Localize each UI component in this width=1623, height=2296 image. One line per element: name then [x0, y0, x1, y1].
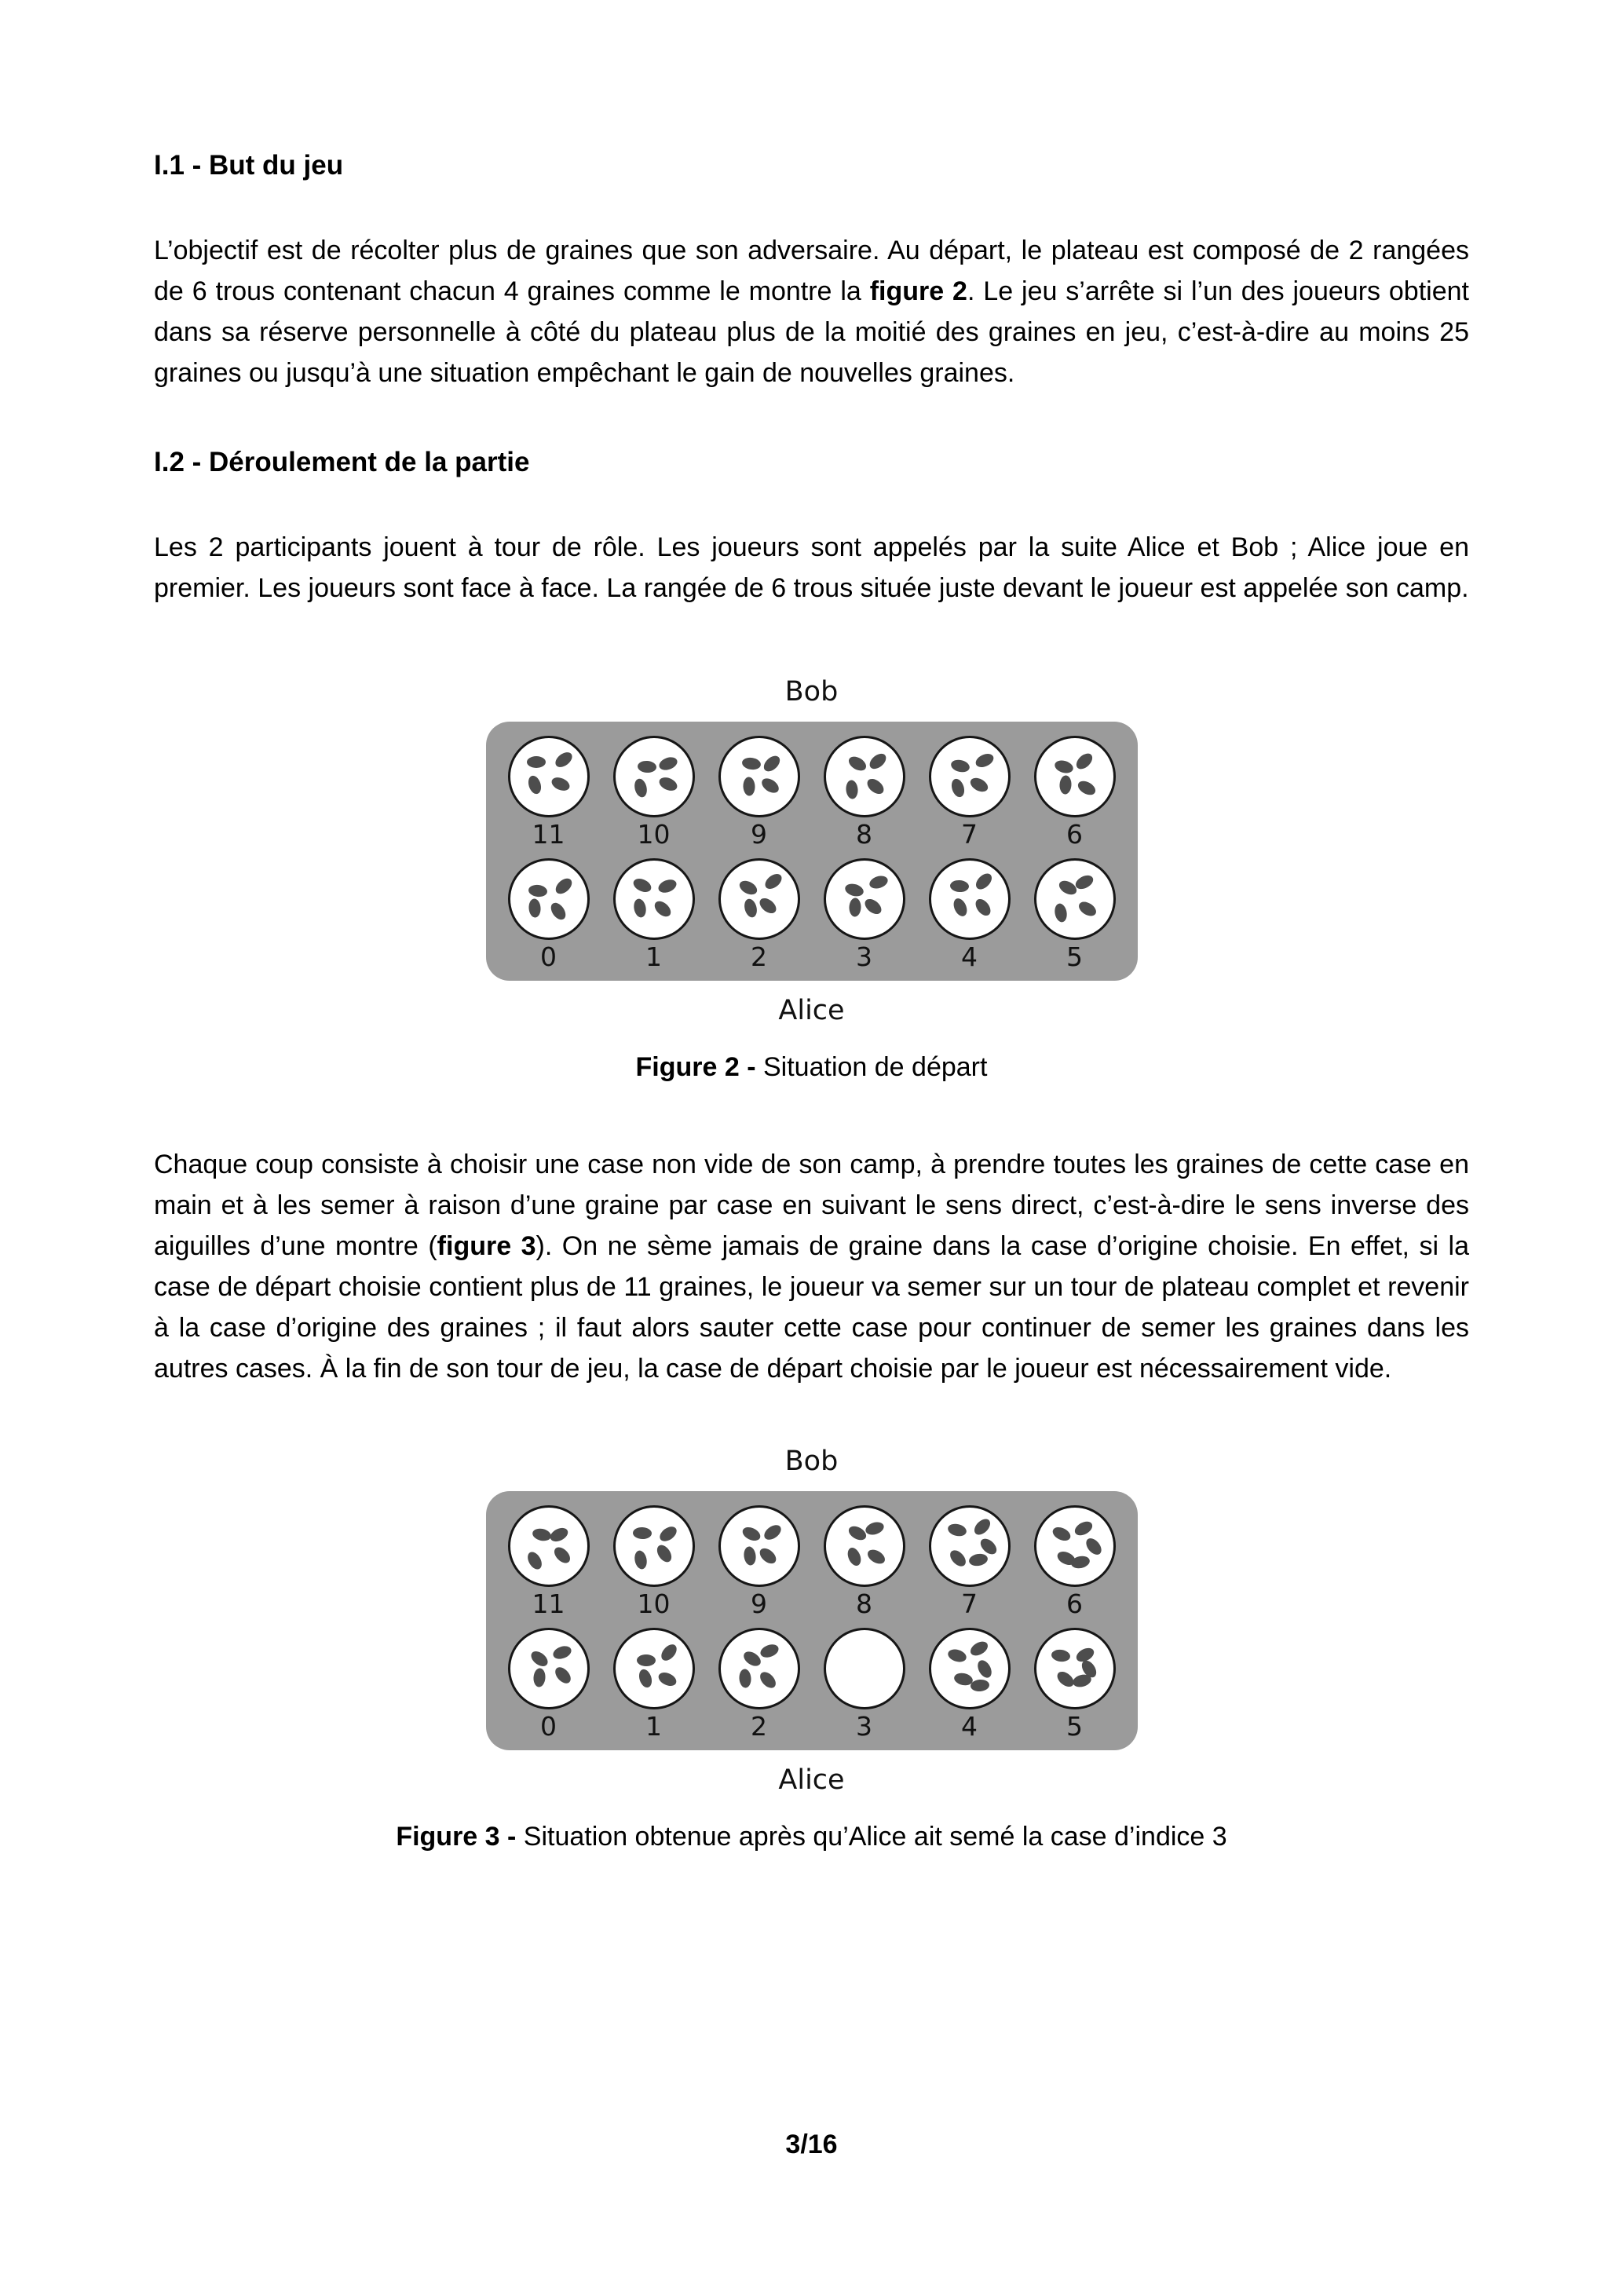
board-cell — [929, 858, 1011, 973]
seed — [951, 897, 969, 919]
text-segment: ). On ne sème jamais de graine dans la case d’origine choisie. En effet, si la case de départ choisie contient plus de 11 graines, le joueur va semer sur un tour de plateau complet et revenir à la case d’origine des graines ; il faut alors sauter cette case pour continuer de semer les graines dans les autres cases. À la fin de son tour de jeu, la case de départ choisie par le joueur est nécessairement vide. — [154, 1231, 1469, 1384]
pit-index-label: 1 — [645, 941, 662, 972]
seed — [525, 1549, 545, 1571]
seed — [950, 879, 970, 892]
text-segment: L’objectif est de récolter plus de graines que son adversaire. Au départ, le plateau est composé de 2 rangées de 6 trous contenant chacun 4 graines comme le montre la — [154, 236, 1469, 306]
seed — [637, 1654, 656, 1666]
pit-hole — [1034, 858, 1116, 940]
board-row-bob — [508, 736, 1116, 850]
board-row-alice — [508, 1628, 1116, 1742]
seed — [862, 896, 884, 917]
pit-hole — [824, 1505, 905, 1587]
seed — [1051, 1648, 1072, 1662]
pit-index-label: 8 — [856, 819, 872, 850]
seed — [950, 758, 971, 773]
seed — [527, 756, 546, 768]
pit-index-label: 10 — [637, 819, 671, 850]
seed — [759, 775, 781, 795]
section-heading-1: I.1 - But du jeu — [154, 150, 344, 181]
seed — [762, 871, 784, 892]
pit-index-label: 9 — [751, 1589, 767, 1619]
player-label-alice: Alice — [778, 1764, 845, 1796]
board-cell — [1034, 858, 1116, 973]
seed — [654, 1543, 674, 1565]
figure-3-caption-label: Figure 3 - — [396, 1822, 517, 1852]
pit-hole — [508, 1505, 590, 1587]
seed — [946, 1647, 967, 1663]
seed — [743, 898, 759, 919]
text-segment: Les 2 participants jouent à tour de rôle. Les joueurs sont appelés par la suite Alice et Bob ; Alice joue en premier. Les joueurs sont face à face. La rangée de 6 trous située juste devant le joueur est appelée son camp. — [154, 532, 1469, 603]
pit-index-label: 7 — [961, 1589, 978, 1619]
seed — [849, 898, 861, 916]
seed — [528, 898, 542, 918]
seed — [1051, 1525, 1073, 1544]
pit-hole — [824, 858, 905, 940]
pit-hole — [1034, 1505, 1116, 1587]
seed — [548, 1525, 570, 1544]
seed — [868, 874, 889, 891]
pit-hole — [718, 736, 800, 817]
seed — [633, 777, 649, 799]
pit-index-label: 0 — [540, 1711, 557, 1742]
board-cell — [508, 1505, 590, 1620]
pit-hole — [613, 858, 695, 940]
board-cell — [613, 736, 695, 850]
pit-index-label: 3 — [856, 1711, 872, 1742]
board-cell — [929, 1628, 1011, 1742]
pit-hole — [508, 858, 590, 940]
pit-hole — [613, 1505, 695, 1587]
pit-hole — [929, 1628, 1011, 1709]
seed — [968, 776, 990, 795]
board-cell — [613, 1628, 695, 1742]
bold-text: figure 3 — [437, 1231, 536, 1261]
pit-hole — [1034, 1628, 1116, 1709]
paragraph-regle-coup — [154, 1144, 1469, 1389]
board-cell — [508, 1628, 590, 1742]
figure-3-caption-text: Situation obtenue après qu’Alice ait semé la case d’indice 3 — [516, 1822, 1227, 1852]
seed — [1074, 751, 1096, 772]
board-cell — [613, 1505, 695, 1620]
pit-index-label: 0 — [540, 941, 557, 972]
seed — [550, 775, 572, 793]
pit-hole — [824, 736, 905, 817]
board-cell — [718, 858, 800, 973]
seed — [973, 896, 994, 918]
awale-board-start — [486, 722, 1138, 981]
pit-index-label: 10 — [637, 1589, 671, 1619]
seed — [548, 900, 568, 922]
seed — [762, 1523, 784, 1543]
seed — [526, 774, 543, 795]
seed — [843, 882, 865, 898]
text-segment: . Le jeu s’arrête si l’un des joueurs obtient dans sa réserve personnelle à côté du plateau plus de la moitié des graines en jeu, c’est-à-dire au moins 25 graines ou jusqu’à une situation empêchant le gain de nouvelles graines. — [154, 276, 1469, 388]
seed — [1059, 775, 1072, 795]
seed — [652, 898, 674, 919]
figure-3-caption — [154, 1816, 1469, 1857]
text-segment: Chaque coup consiste à choisir une case non vide de son camp, à prendre toutes les graines de cette case en main et à les semer à raison d’une graine par case en suivant le sens direct, c’est-à-dire le sens inverse des aiguilles d’une montre ( — [154, 1150, 1469, 1261]
seed — [1076, 778, 1098, 798]
seed — [737, 878, 759, 898]
board-cell — [824, 736, 905, 850]
seed — [846, 1523, 868, 1543]
pit-index-label: 2 — [751, 1711, 767, 1742]
board-cell — [1034, 1628, 1116, 1742]
pit-index-label: 6 — [1066, 1589, 1083, 1619]
seed — [864, 1520, 885, 1537]
seed — [638, 1668, 655, 1689]
pit-hole — [508, 736, 590, 817]
seed — [865, 776, 886, 797]
seed — [975, 1658, 995, 1680]
seed — [758, 1642, 780, 1660]
seed — [1072, 1519, 1094, 1539]
seed — [659, 1642, 680, 1664]
pit-index-label: 3 — [856, 941, 872, 972]
pit-hole — [1034, 736, 1116, 817]
board-cell — [718, 736, 800, 850]
pit-hole — [718, 858, 800, 940]
board-cell — [1034, 736, 1116, 850]
seed — [657, 1524, 679, 1545]
figure-2-caption-label: Figure 2 - — [635, 1052, 756, 1082]
figure-2-caption-text: Situation de départ — [755, 1052, 988, 1082]
seed — [553, 876, 575, 897]
pit-index-label: 4 — [961, 941, 978, 972]
seed — [532, 1668, 546, 1687]
seed — [971, 1516, 993, 1538]
awale-board-after-move — [486, 1491, 1138, 1750]
seed — [528, 1648, 550, 1669]
seed — [743, 1546, 757, 1567]
board-cell — [508, 736, 590, 850]
bold-text: figure 2 — [869, 276, 967, 306]
seed — [761, 753, 783, 774]
paragraph-participants — [154, 527, 1469, 609]
seed — [845, 780, 858, 799]
seed — [656, 1669, 678, 1688]
board-row-bob — [508, 1505, 1116, 1620]
seed — [1054, 902, 1069, 923]
section-deroulement — [154, 442, 1469, 609]
board-cell — [929, 736, 1011, 850]
seed — [638, 760, 657, 773]
seed — [973, 871, 995, 893]
seed — [967, 1639, 989, 1658]
seed — [757, 1669, 778, 1691]
figure-2 — [154, 671, 1469, 1088]
pit-index-label: 9 — [751, 819, 767, 850]
seed — [632, 898, 647, 919]
seed — [757, 1545, 779, 1567]
pit-hole — [824, 1628, 905, 1709]
board-cell — [613, 858, 695, 973]
pit-hole — [929, 858, 1011, 940]
seed — [743, 777, 755, 797]
pit-index-label: 11 — [532, 1589, 565, 1619]
player-label-bob: Bob — [784, 1446, 839, 1477]
pit-hole — [613, 1628, 695, 1709]
pit-hole — [613, 736, 695, 817]
seed — [757, 896, 779, 917]
seed — [947, 1548, 968, 1570]
seed — [1083, 1535, 1104, 1557]
seed — [845, 1545, 863, 1567]
pit-hole — [508, 1628, 590, 1709]
board-row-alice — [508, 858, 1116, 973]
seed — [970, 1679, 989, 1692]
seed — [1053, 759, 1074, 775]
seed — [739, 1669, 752, 1688]
pit-hole — [718, 1628, 800, 1709]
seed — [867, 751, 889, 772]
seed — [741, 756, 762, 770]
seed — [528, 883, 548, 898]
pit-index-label: 8 — [856, 1589, 872, 1619]
seed — [551, 1643, 573, 1661]
paragraph-objectif — [154, 230, 1469, 393]
seed — [967, 1552, 988, 1567]
seed — [656, 877, 678, 895]
pit-hole — [929, 736, 1011, 817]
seed — [532, 1526, 553, 1542]
seed — [551, 1545, 573, 1567]
board-cell — [718, 1505, 800, 1620]
board-cell — [929, 1505, 1011, 1620]
player-label-alice: Alice — [778, 995, 845, 1026]
seed — [946, 1522, 967, 1537]
player-label-bob: Bob — [784, 676, 839, 707]
seed — [949, 777, 967, 799]
pit-hole — [929, 1505, 1011, 1587]
seed — [865, 1547, 887, 1567]
pit-index-label: 4 — [961, 1711, 978, 1742]
board-cell — [718, 1628, 800, 1742]
seed — [974, 751, 996, 770]
pit-index-label: 5 — [1066, 1711, 1083, 1742]
seed — [552, 1665, 573, 1687]
seed — [657, 755, 679, 773]
board-cell — [508, 858, 590, 973]
seed — [740, 1525, 762, 1544]
section-but-du-jeu — [154, 145, 1469, 393]
figure-2-caption — [154, 1047, 1469, 1088]
pit-index-label: 11 — [532, 819, 565, 850]
page-number: 3/16 — [785, 2130, 838, 2159]
seed — [657, 775, 679, 793]
pit-hole — [718, 1505, 800, 1587]
seed — [846, 754, 868, 773]
pit-index-label: 2 — [751, 941, 767, 972]
seed — [631, 876, 653, 894]
section-heading-2: I.2 - Déroulement de la partie — [154, 447, 530, 477]
seed — [633, 1549, 648, 1570]
board-cell — [1034, 1505, 1116, 1620]
pit-index-label: 7 — [961, 819, 978, 850]
pit-index-label: 1 — [645, 1711, 662, 1742]
seed — [553, 750, 575, 770]
board-cell — [824, 1628, 905, 1742]
board-cell — [824, 1505, 905, 1620]
board-cell — [824, 858, 905, 973]
seed — [633, 1527, 652, 1540]
figure-3 — [154, 1441, 1469, 1857]
pit-index-label: 6 — [1066, 819, 1083, 850]
pit-index-label: 5 — [1066, 941, 1083, 972]
seed — [1077, 899, 1098, 919]
